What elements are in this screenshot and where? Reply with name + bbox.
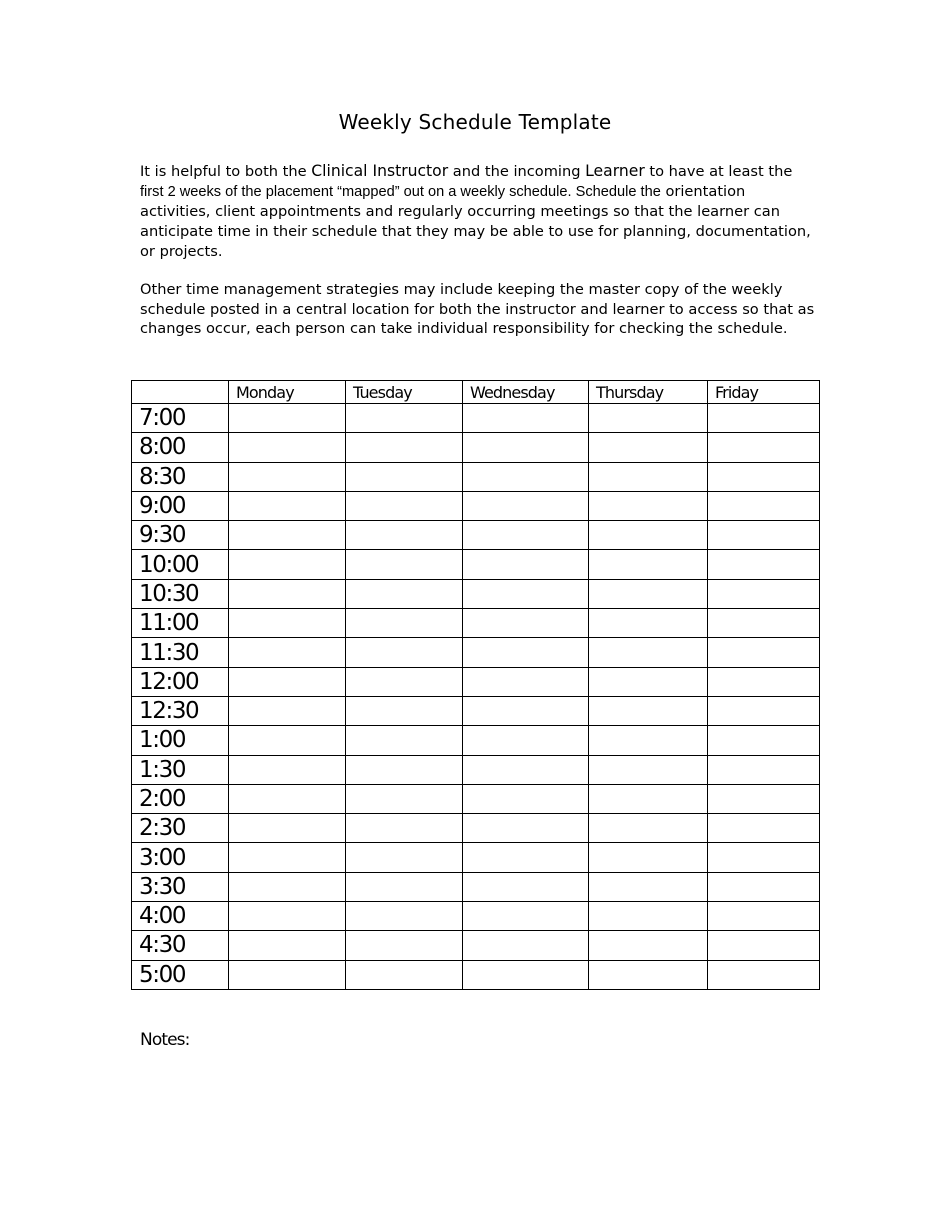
- schedule-cell-friday[interactable]: [708, 404, 820, 433]
- schedule-cell-friday[interactable]: [708, 755, 820, 784]
- intro-text-part: orientation activities, client appointments and regularly occurring meetings so that the learner can anticipate time in their schedule that they may be able to use for planning, documentation, or projects.: [140, 182, 811, 260]
- schedule-cell-tuesday[interactable]: [346, 843, 463, 872]
- intro-paragraph: [140, 162, 820, 262]
- schedule-cell-thursday[interactable]: [589, 843, 708, 872]
- schedule-cell-monday[interactable]: [229, 960, 346, 989]
- time-slot-label: 1:30: [132, 755, 229, 784]
- schedule-cell-wednesday[interactable]: [463, 696, 589, 725]
- schedule-cell-thursday[interactable]: [589, 931, 708, 960]
- time-slot-label: 2:00: [132, 784, 229, 813]
- schedule-cell-tuesday[interactable]: [346, 579, 463, 608]
- schedule-cell-monday[interactable]: [229, 579, 346, 608]
- schedule-cell-friday[interactable]: [708, 609, 820, 638]
- schedule-cell-thursday[interactable]: [589, 872, 708, 901]
- intro-text-part: It is helpful to both the: [140, 163, 312, 180]
- time-slot-label: 3:30: [132, 872, 229, 901]
- schedule-cell-thursday[interactable]: [589, 433, 708, 462]
- schedule-cell-thursday[interactable]: [589, 667, 708, 696]
- schedule-cell-friday[interactable]: [708, 462, 820, 491]
- time-slot-label: 4:30: [132, 931, 229, 960]
- table-row: [132, 960, 820, 989]
- schedule-cell-thursday[interactable]: [589, 696, 708, 725]
- schedule-cell-wednesday[interactable]: [463, 726, 589, 755]
- day-header-wednesday: Wednesday: [463, 381, 589, 404]
- schedule-cell-tuesday[interactable]: [346, 931, 463, 960]
- schedule-cell-tuesday[interactable]: [346, 726, 463, 755]
- schedule-cell-thursday[interactable]: [589, 609, 708, 638]
- schedule-cell-wednesday[interactable]: [463, 667, 589, 696]
- time-slot-label: 10:30: [132, 579, 229, 608]
- schedule-cell-friday[interactable]: [708, 550, 820, 579]
- schedule-cell-friday[interactable]: [708, 696, 820, 725]
- schedule-cell-wednesday[interactable]: [463, 814, 589, 843]
- schedule-cell-thursday[interactable]: [589, 814, 708, 843]
- time-slot-label: 11:30: [132, 638, 229, 667]
- schedule-cell-tuesday[interactable]: [346, 696, 463, 725]
- schedule-cell-wednesday[interactable]: [463, 843, 589, 872]
- schedule-cell-tuesday[interactable]: [346, 960, 463, 989]
- table-row: [132, 550, 820, 579]
- schedule-cell-wednesday[interactable]: [463, 550, 589, 579]
- schedule-cell-tuesday[interactable]: [346, 404, 463, 433]
- schedule-cell-tuesday[interactable]: [346, 550, 463, 579]
- time-slot-label: 9:00: [132, 491, 229, 520]
- schedule-cell-friday[interactable]: [708, 726, 820, 755]
- schedule-cell-thursday[interactable]: [589, 462, 708, 491]
- schedule-cell-friday[interactable]: [708, 433, 820, 462]
- table-row: [132, 609, 820, 638]
- learner-term: Learner: [585, 162, 645, 180]
- schedule-cell-wednesday[interactable]: [463, 521, 589, 550]
- schedule-cell-wednesday[interactable]: [463, 872, 589, 901]
- page-title: Weekly Schedule Template: [338, 110, 612, 134]
- schedule-cell-thursday[interactable]: [589, 579, 708, 608]
- time-slot-label: 2:30: [132, 814, 229, 843]
- weekly-schedule-table: [131, 380, 820, 990]
- schedule-cell-tuesday[interactable]: [346, 491, 463, 520]
- time-slot-label: 5:00: [132, 960, 229, 989]
- time-slot-label: 3:00: [132, 843, 229, 872]
- table-row: [132, 872, 820, 901]
- schedule-cell-tuesday[interactable]: [346, 902, 463, 931]
- table-row: [132, 433, 820, 462]
- schedule-cell-friday[interactable]: [708, 579, 820, 608]
- schedule-cell-monday[interactable]: [229, 433, 346, 462]
- schedule-cell-monday[interactable]: [229, 872, 346, 901]
- schedule-cell-thursday[interactable]: [589, 404, 708, 433]
- schedule-cell-friday[interactable]: [708, 521, 820, 550]
- schedule-cell-tuesday[interactable]: [346, 667, 463, 696]
- schedule-cell-friday[interactable]: [708, 872, 820, 901]
- schedule-cell-tuesday[interactable]: [346, 784, 463, 813]
- time-slot-label: 9:30: [132, 521, 229, 550]
- time-slot-label: 7:00: [132, 404, 229, 433]
- table-row: [132, 579, 820, 608]
- schedule-cell-tuesday[interactable]: [346, 609, 463, 638]
- intro-text-part: and the incoming: [448, 163, 586, 180]
- table-row: [132, 521, 820, 550]
- schedule-cell-friday[interactable]: [708, 667, 820, 696]
- schedule-cell-monday[interactable]: [229, 931, 346, 960]
- schedule-cell-monday[interactable]: [229, 696, 346, 725]
- table-row: [132, 755, 820, 784]
- clinical-instructor-term: Clinical Instructor: [311, 162, 449, 180]
- schedule-cell-friday[interactable]: [708, 960, 820, 989]
- schedule-cell-monday[interactable]: [229, 462, 346, 491]
- time-slot-label: 8:30: [132, 462, 229, 491]
- schedule-cell-monday[interactable]: [229, 404, 346, 433]
- schedule-cell-thursday[interactable]: [589, 521, 708, 550]
- schedule-cell-thursday[interactable]: [589, 638, 708, 667]
- notes-label: Notes:: [140, 1030, 190, 1050]
- schedule-cell-friday[interactable]: [708, 814, 820, 843]
- schedule-cell-wednesday[interactable]: [463, 638, 589, 667]
- time-slot-label: 10:00: [132, 550, 229, 579]
- schedule-cell-wednesday[interactable]: [463, 462, 589, 491]
- schedule-cell-monday[interactable]: [229, 784, 346, 813]
- time-slot-label: 12:00: [132, 667, 229, 696]
- table-row: [132, 784, 820, 813]
- day-header-friday: Friday: [708, 381, 820, 404]
- time-slot-label: 8:00: [132, 433, 229, 462]
- schedule-cell-thursday[interactable]: [589, 491, 708, 520]
- day-header-monday: Monday: [229, 381, 346, 404]
- schedule-cell-tuesday[interactable]: [346, 462, 463, 491]
- schedule-cell-thursday[interactable]: [589, 960, 708, 989]
- schedule-cell-monday[interactable]: [229, 550, 346, 579]
- schedule-cell-wednesday[interactable]: [463, 931, 589, 960]
- time-slot-label: 4:00: [132, 902, 229, 931]
- schedule-cell-wednesday[interactable]: [463, 784, 589, 813]
- schedule-cell-thursday[interactable]: [589, 784, 708, 813]
- table-row: [132, 814, 820, 843]
- schedule-cell-wednesday[interactable]: [463, 609, 589, 638]
- table-row: [132, 696, 820, 725]
- schedule-cell-tuesday[interactable]: [346, 433, 463, 462]
- schedule-cell-friday[interactable]: [708, 931, 820, 960]
- schedule-cell-monday[interactable]: [229, 902, 346, 931]
- time-slot-label: 11:00: [132, 609, 229, 638]
- schedule-cell-friday[interactable]: [708, 638, 820, 667]
- intro-text-part: to have at least the: [644, 163, 793, 180]
- schedule-cell-monday[interactable]: [229, 638, 346, 667]
- schedule-cell-friday[interactable]: [708, 491, 820, 520]
- intro-text-part: first 2 weeks of the placement “mapped” out on a weekly schedule. Schedule the: [140, 183, 661, 200]
- schedule-cell-monday[interactable]: [229, 667, 346, 696]
- schedule-cell-wednesday[interactable]: [463, 902, 589, 931]
- table-row: [132, 902, 820, 931]
- table-row: [132, 462, 820, 491]
- table-row: [132, 843, 820, 872]
- schedule-cell-friday[interactable]: [708, 784, 820, 813]
- schedule-cell-wednesday[interactable]: [463, 404, 589, 433]
- strategies-paragraph: Other time management strategies may include keeping the master copy of the weekly schedule posted in a central location for both the instructor and learner to access so that as changes occur, each person can take individual responsibility for checking the schedule.: [140, 281, 815, 338]
- schedule-cell-friday[interactable]: [708, 902, 820, 931]
- table-row: [132, 667, 820, 696]
- schedule-cell-wednesday[interactable]: [463, 960, 589, 989]
- day-header-tuesday: Tuesday: [346, 381, 463, 404]
- table-row: [132, 638, 820, 667]
- corner-cell: [132, 381, 229, 404]
- schedule-cell-tuesday[interactable]: [346, 755, 463, 784]
- schedule-cell-friday[interactable]: [708, 843, 820, 872]
- schedule-cell-wednesday[interactable]: [463, 579, 589, 608]
- schedule-cell-thursday[interactable]: [589, 550, 708, 579]
- schedule-cell-monday[interactable]: [229, 609, 346, 638]
- schedule-cell-wednesday[interactable]: [463, 755, 589, 784]
- time-slot-label: 1:00: [132, 726, 229, 755]
- table-row: [132, 491, 820, 520]
- schedule-cell-monday[interactable]: [229, 755, 346, 784]
- table-row: [132, 404, 820, 433]
- schedule-cell-tuesday[interactable]: [346, 638, 463, 667]
- schedule-cell-thursday[interactable]: [589, 902, 708, 931]
- schedule-cell-monday[interactable]: [229, 491, 346, 520]
- schedule-cell-thursday[interactable]: [589, 726, 708, 755]
- schedule-cell-monday[interactable]: [229, 521, 346, 550]
- schedule-cell-monday[interactable]: [229, 843, 346, 872]
- schedule-cell-wednesday[interactable]: [463, 491, 589, 520]
- schedule-cell-tuesday[interactable]: [346, 872, 463, 901]
- schedule-cell-thursday[interactable]: [589, 755, 708, 784]
- table-row: [132, 726, 820, 755]
- schedule-cell-tuesday[interactable]: [346, 521, 463, 550]
- schedule-header-row: [132, 381, 820, 404]
- schedule-cell-wednesday[interactable]: [463, 433, 589, 462]
- time-slot-label: 12:30: [132, 696, 229, 725]
- schedule-cell-tuesday[interactable]: [346, 814, 463, 843]
- table-row: [132, 931, 820, 960]
- schedule-cell-monday[interactable]: [229, 726, 346, 755]
- schedule-cell-monday[interactable]: [229, 814, 346, 843]
- day-header-thursday: Thursday: [589, 381, 708, 404]
